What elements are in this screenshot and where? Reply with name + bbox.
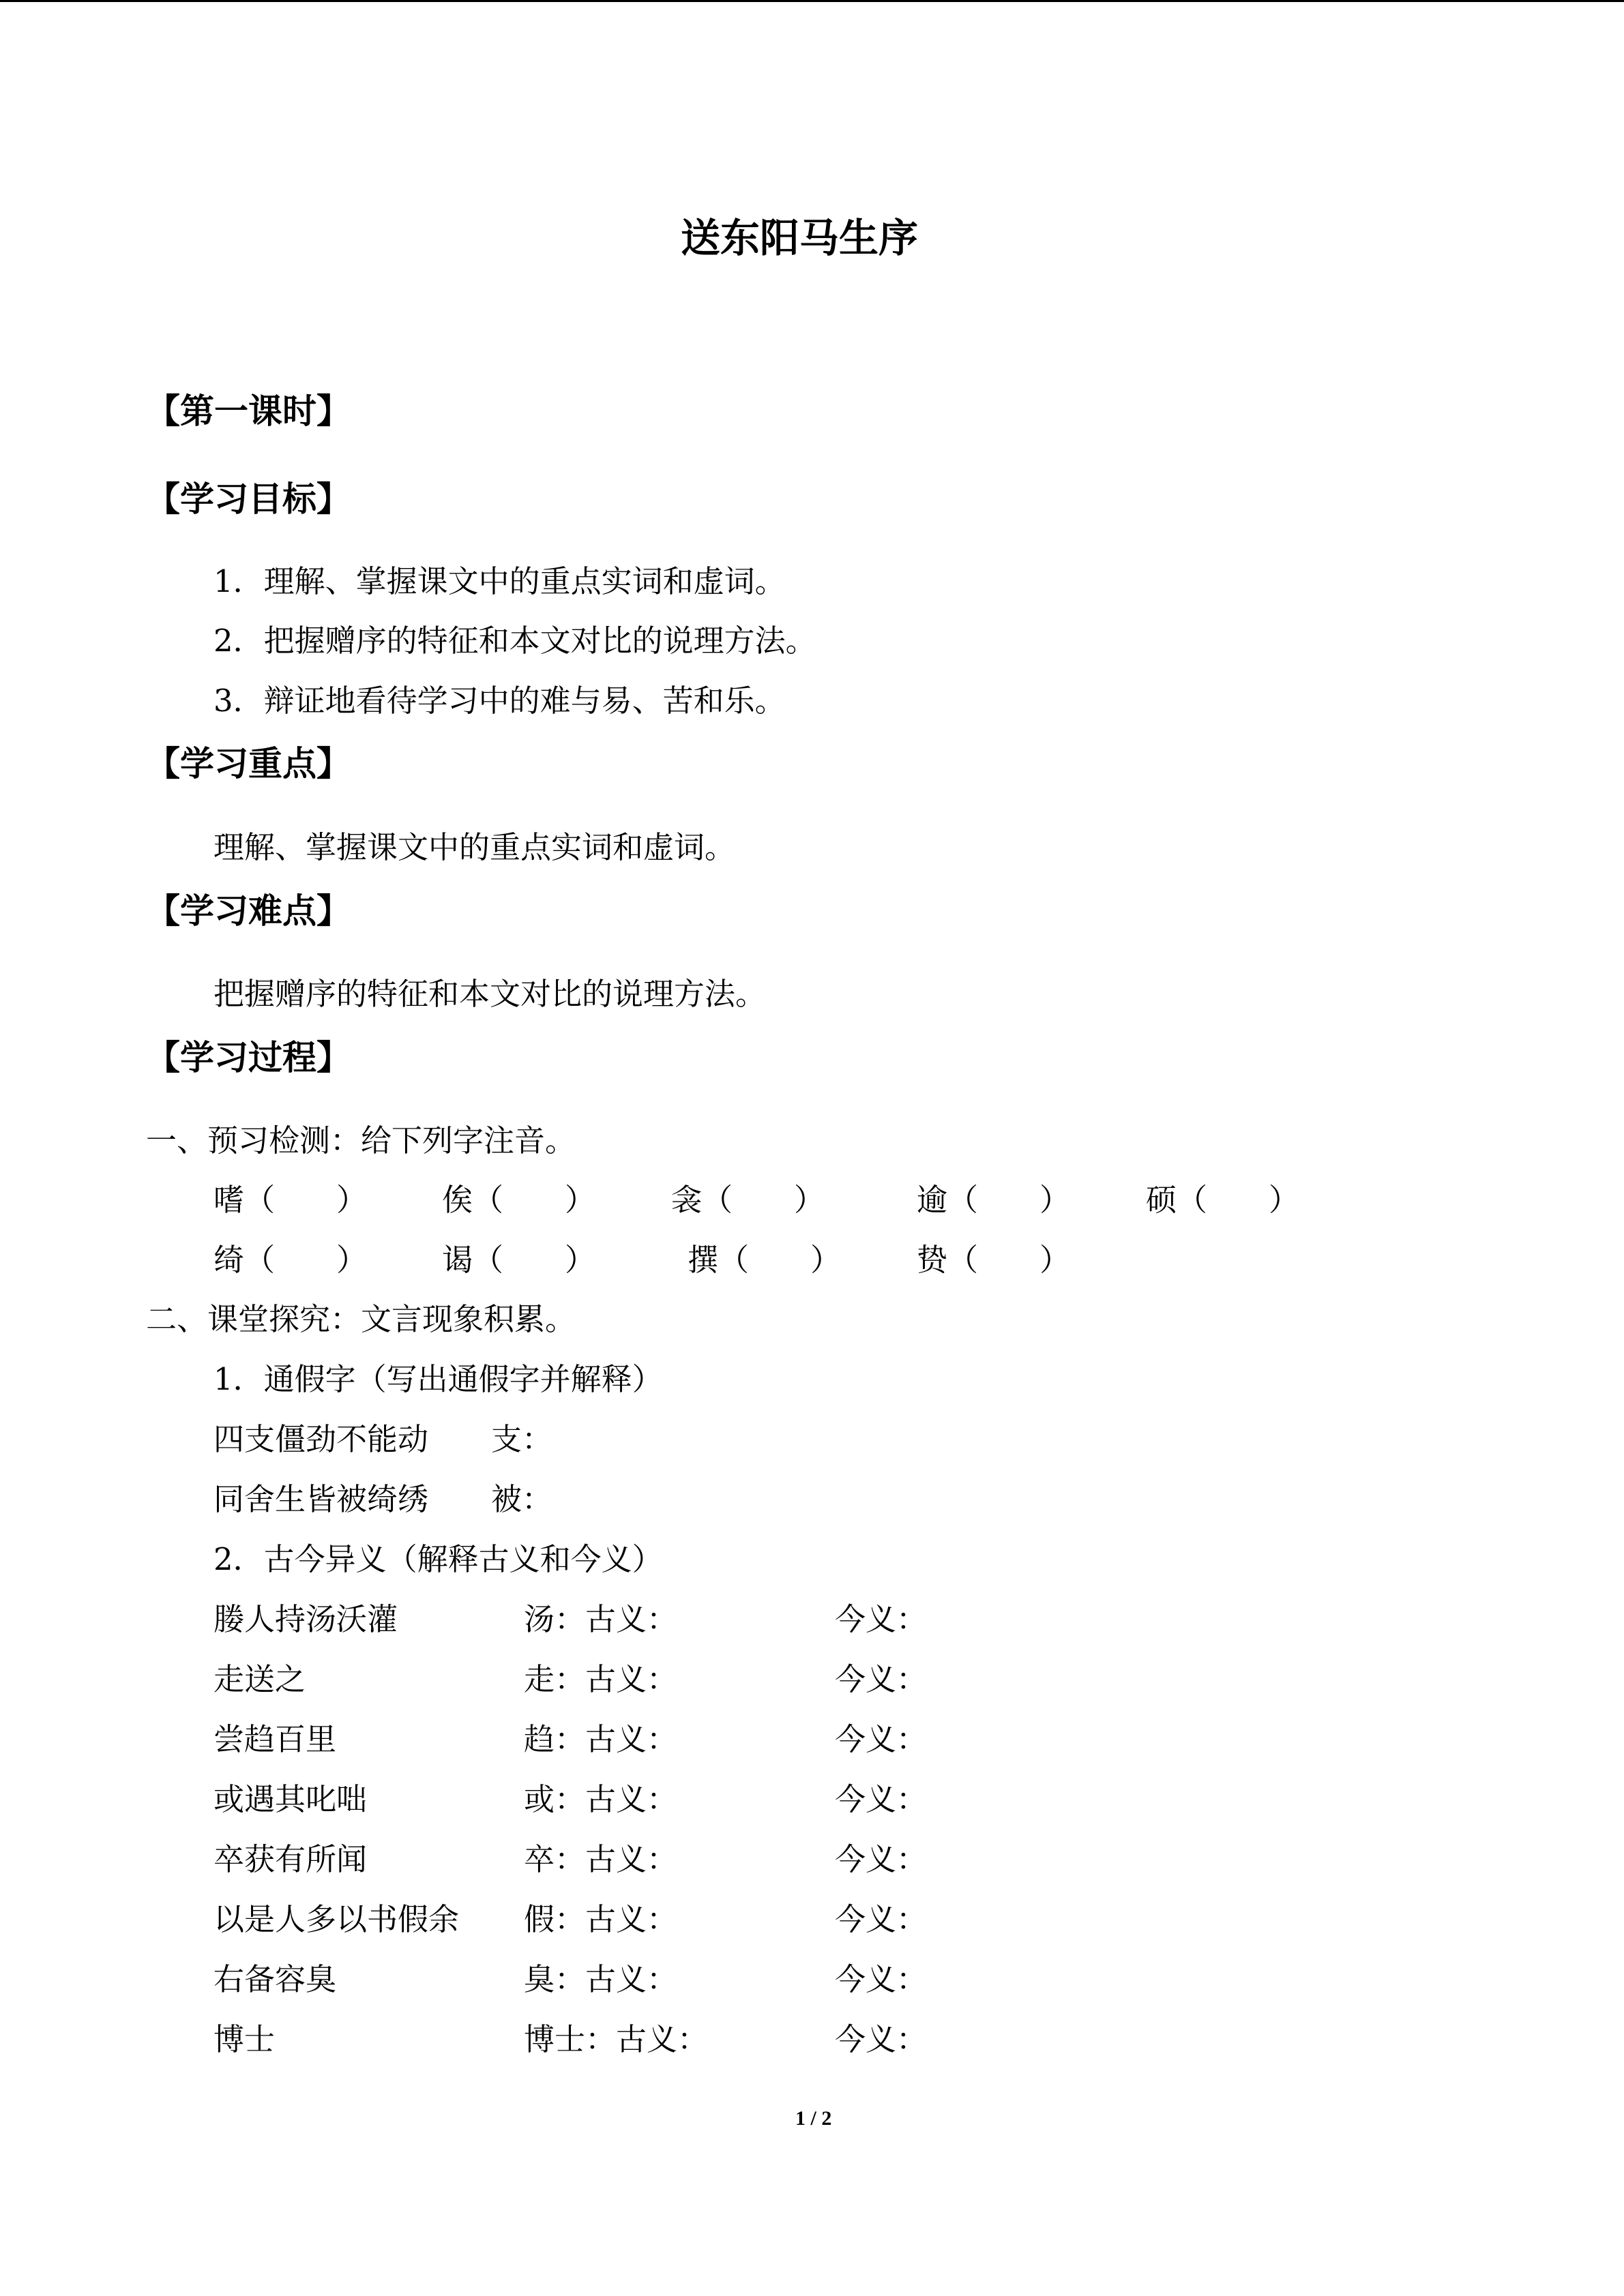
gujin-modern: 今义： <box>835 1601 928 1637</box>
heading-objectives: 【学习目标】 <box>146 479 351 519</box>
heading-lesson: 【第一课时】 <box>146 391 351 431</box>
gujin-modern: 今义： <box>835 1661 928 1697</box>
gujin-sentence: 或遇其叱咄 <box>213 1781 368 1817</box>
gujin-label: 走：古义： <box>524 1661 678 1697</box>
page-number: 1 / 2 <box>795 2107 832 2130</box>
pinyin-item: 谒（ ） <box>442 1242 596 1278</box>
gujin-label: 博士：古义： <box>524 2021 709 2057</box>
section1-title: 一、预习检测：给下列字注音。 <box>146 1122 576 1159</box>
gujin-label: 趋：古义： <box>524 1721 678 1757</box>
gujin-modern: 今义： <box>835 2021 928 2057</box>
heading-difficulties: 【学习难点】 <box>146 891 351 931</box>
section2-title: 二、课堂探究：文言现象积累。 <box>146 1301 576 1337</box>
objective-item: 1．理解、掌握课文中的重点实词和虚词。 <box>213 563 786 599</box>
section2-sub2: 2．古今异义（解释古义和今义） <box>213 1541 663 1577</box>
gujin-modern: 今义： <box>835 1841 928 1877</box>
gujin-sentence: 媵人持汤沃灌 <box>213 1601 398 1637</box>
gujin-sentence: 卒获有所闻 <box>213 1841 368 1877</box>
pinyin-item: 衾（ ） <box>671 1182 825 1218</box>
tongjia-sentence: 同舍生皆被绮绣 <box>213 1481 429 1517</box>
gujin-label: 臭：古义： <box>524 1961 678 1997</box>
key-point-text: 理解、掌握课文中的重点实词和虚词。 <box>213 829 736 865</box>
gujin-label: 汤：古义： <box>524 1601 678 1637</box>
pinyin-item: 逾（ ） <box>917 1182 1071 1218</box>
gujin-label: 卒：古义： <box>524 1841 678 1877</box>
pinyin-item: 硕（ ） <box>1146 1182 1300 1218</box>
gujin-sentence: 以是人多以书假余 <box>213 1901 460 1937</box>
gujin-sentence: 右备容臭 <box>213 1961 337 1997</box>
objective-item: 2．把握赠序的特征和本文对比的说理方法。 <box>213 623 816 659</box>
tongjia-sentence: 四支僵劲不能动 <box>213 1421 429 1457</box>
gujin-modern: 今义： <box>835 1961 928 1997</box>
pinyin-item: 俟（ ） <box>442 1182 596 1218</box>
tongjia-label: 被： <box>491 1481 553 1517</box>
gujin-label: 假：古义： <box>524 1901 678 1937</box>
tongjia-label: 支： <box>491 1421 553 1457</box>
gujin-sentence: 尝趋百里 <box>213 1721 337 1757</box>
gujin-sentence: 走送之 <box>213 1661 306 1697</box>
heading-process: 【学习过程】 <box>146 1038 351 1077</box>
objective-item: 3．辩证地看待学习中的难与易、苦和乐。 <box>213 683 786 719</box>
gujin-modern: 今义： <box>835 1901 928 1937</box>
pinyin-item: 贽（ ） <box>917 1242 1071 1278</box>
gujin-modern: 今义： <box>835 1781 928 1817</box>
heading-key-points: 【学习重点】 <box>146 744 351 784</box>
section2-sub1: 1．通假字（写出通假字并解释） <box>213 1361 663 1397</box>
document-title: 送东阳马生序 <box>681 215 919 261</box>
top-border-line <box>0 0 1624 2</box>
gujin-sentence: 博士 <box>213 2021 276 2057</box>
pinyin-item: 撰（ ） <box>688 1242 842 1278</box>
gujin-label: 或：古义： <box>524 1781 678 1817</box>
gujin-modern: 今义： <box>835 1721 928 1757</box>
pinyin-item: 绮（ ） <box>213 1242 368 1278</box>
difficulty-text: 把握赠序的特征和本文对比的说理方法。 <box>213 976 767 1012</box>
pinyin-item: 嗜（ ） <box>213 1182 368 1218</box>
